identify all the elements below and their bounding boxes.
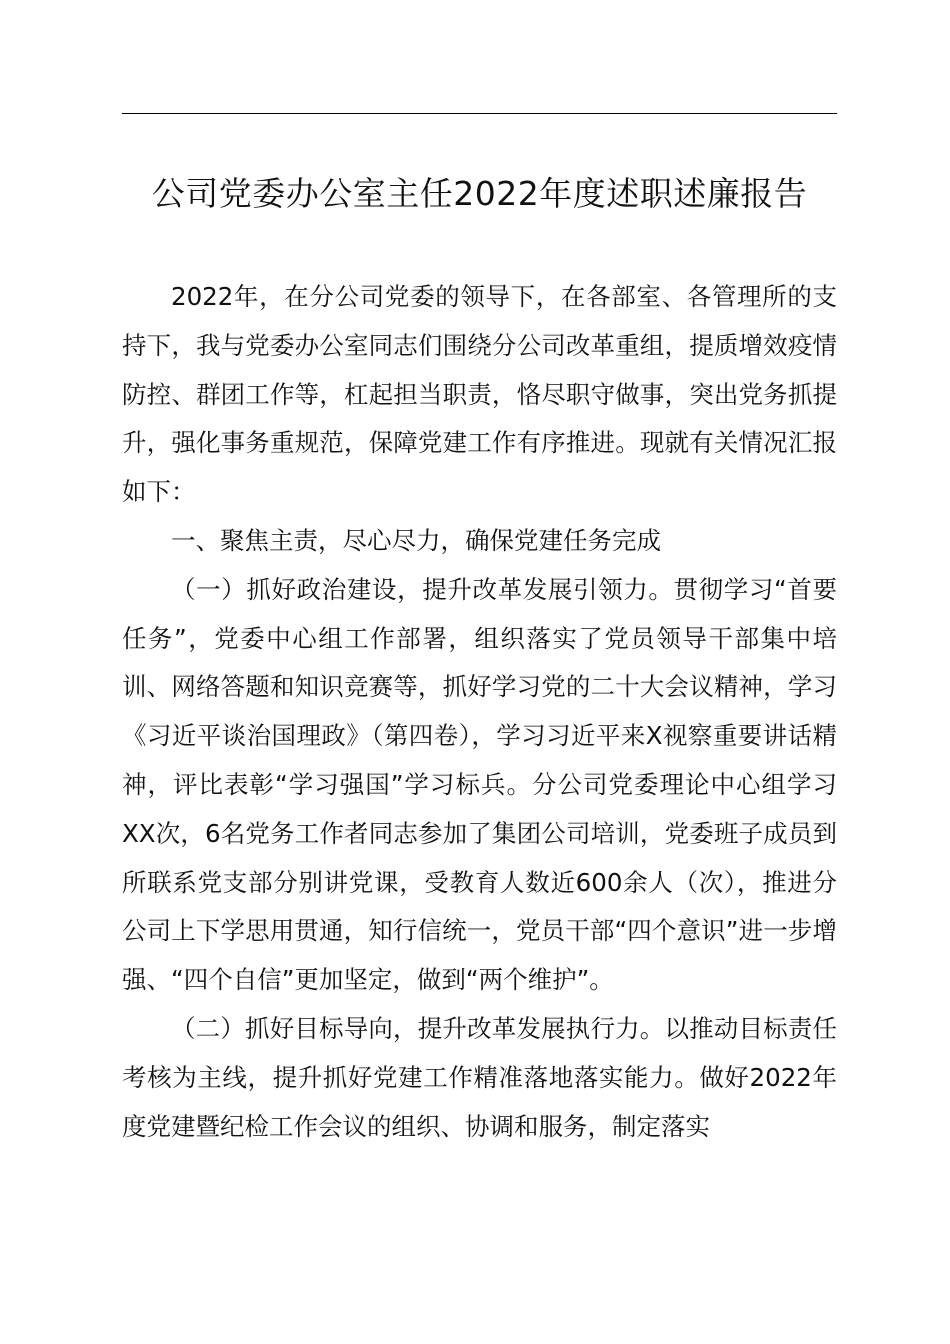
subsection-paragraph-2: （二）抓好目标导向，提升改革发展执行力。以推动目标责任考核为主线，提升抓好党建工作精准落地落实能力。做好2022年度党建暨纪检工作会议的组织、协调和服务，制定落实 (122, 1013, 837, 1141)
section-heading: 一、聚焦主责，尽心尽力，确保党建任务完成 (171, 525, 661, 555)
document-title: 公司党委办公室主任2022年度述职述廉报告 (151, 174, 808, 213)
document-body (122, 273, 837, 1151)
subsection-paragraph-1: （一）抓好政治建设，提升改革发展引领力。贯彻学习“首要任务”，党委中心组工作部署，组织落实了党员领导干部集中培训、网络答题和知识竞赛等，抓好学习党的二十大会议精神，学习《习近平谈治国理政》（第四卷），学习习近平来X视察重要讲话精神，评比表彰“学习强国”学习标兵。分公司党委理论中心组学习XX次，6名党务工作者同志参加了集团公司培训，党委班子成员到所联系党支部分别讲党课，受教育人数近600余人（次），推进分公司上下学思用贯通，知行信统一，党员干部“四个意识”进一步增强、“四个自信”更加坚定，做到“两个维护”。 (122, 574, 837, 995)
intro-paragraph: 2022年，在分公司党委的领导下，在各部室、各管理所的支持下，我与党委办公室同志们围绕分公司改革重组，提质增效疫情防控、群团工作等，杠起担当职责，恪尽职守做事，突出党务抓提升，强化事务重规范，保障党建工作有序推进。现就有关情况汇报如下： (122, 282, 837, 507)
header-rule (122, 113, 837, 114)
